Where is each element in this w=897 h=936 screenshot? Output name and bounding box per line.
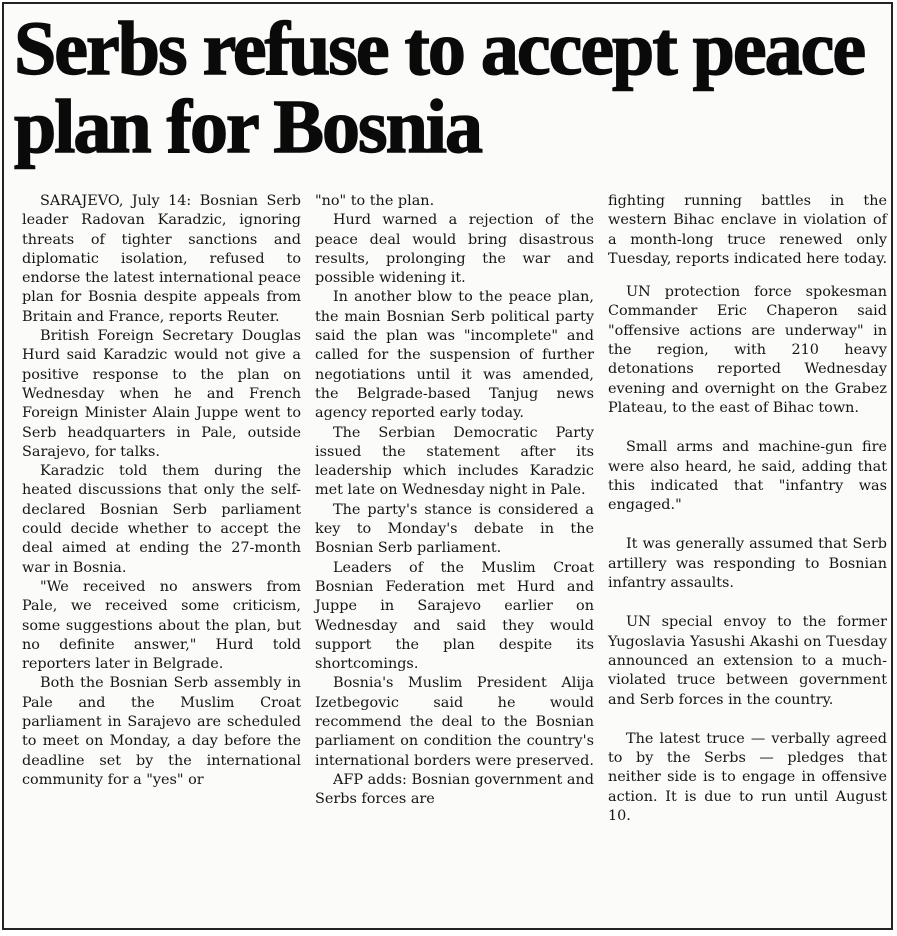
paragraph: Both the Bosnian Serb assembly in Pale and the Muslim Croat parliament in Sarajevo are scheduled to meet on Monday, a day before the deadline set by the international community for a "yes" or	[22, 675, 301, 788]
article-headline: Serbs refuse to accept peace plan for Bosnia	[14, 7, 865, 169]
column-1	[22, 192, 301, 924]
newspaper-clipping	[2, 2, 893, 930]
paragraph: Leaders of the Muslim Croat Bosnian Federation met Hurd and Juppe in Sarajevo earlier on Wednesday and said they would support the plan despite its shortcomings.	[315, 559, 594, 673]
paragraph: "We received no answers from Pale, we received some criticism, some suggestions about the plan, but no definite answer," Hurd told reporters later in Belgrade.	[22, 578, 301, 673]
paragraph: fighting running battles in the western Bihac enclave in violation of a month-long truce renewed only Tuesday, reports indicated here today.	[608, 193, 888, 267]
paragraph: "no" to the plan.	[315, 193, 435, 209]
paragraph: Bosnia's Muslim President Alija Izetbegovic said he would recommend the deal to the Bosnian parliament on condition the country's international borders were preserved.	[315, 675, 594, 769]
article-body	[22, 192, 888, 924]
column-2	[315, 192, 594, 924]
paragraph: UN protection force spokesman Commander Eric Chaperon said "offensive actions are underway" in the region, with 210 heavy detonations reported Wednesday evening and overnight on the Grabez Plateau, to the east of Bihac town.	[608, 284, 887, 416]
paragraph: The latest truce — verbally agreed to by the Serbs — pledges that neither side is to engage in offensive action. It is due to run until August 10.	[608, 730, 887, 825]
paragraph: Karadzic told them during the heated discussions that only the self-declared Bosnian Serb parliament could decide whether to accept the deal aimed at ending the 27-month war in Bosnia.	[22, 463, 301, 576]
paragraph: UN special envoy to the former Yugoslavia Yasushi Akashi on Tuesday announced an extension to a much-violated truce between government and Serb forces in the country.	[608, 614, 887, 708]
paragraph: SARAJEVO, July 14: Bosnian Serb leader Radovan Karadzic, ignoring threats of tighter sanctions and diplomatic isolation, refused to endorse the latest international peace plan for Bosnia despite appeals from Britain and France, reports Reuter.	[22, 193, 301, 325]
paragraph: It was generally assumed that Serb artillery was responding to Bosnian infantry assaults.	[608, 536, 887, 592]
paragraph: Hurd warned a rejection of the peace deal would bring disastrous results, prolonging the war and possible widening it.	[315, 212, 594, 287]
paragraph: The party's stance is considered a key to Monday's debate in the Bosnian Serb parliament.	[315, 501, 594, 557]
paragraph: AFP adds: Bosnian government and Serbs forces are	[315, 771, 594, 808]
paragraph: British Foreign Secretary Douglas Hurd said Karadzic would not give a positive response to the plan on Wednesday when he and French Foreign Minister Alain Juppe went to Serb headquarters in Pale, outside Sarajevo, for talks.	[22, 328, 301, 460]
column-3	[608, 192, 887, 924]
paragraph: In another blow to the peace plan, the main Bosnian Serb political party said the plan was "incomplete" and called for the suspension of further negotiations until it was amended, the Belgrade-based Tanjug news agency reported early today.	[315, 289, 594, 422]
paragraph: The Serbian Democratic Party issued the statement after its leadership which includes Karadzic met late on Wednesday night in Pale.	[315, 424, 594, 499]
paragraph: Small arms and machine-gun fire were also heard, he said, adding that this indicated that "infantry was engaged."	[608, 439, 887, 514]
